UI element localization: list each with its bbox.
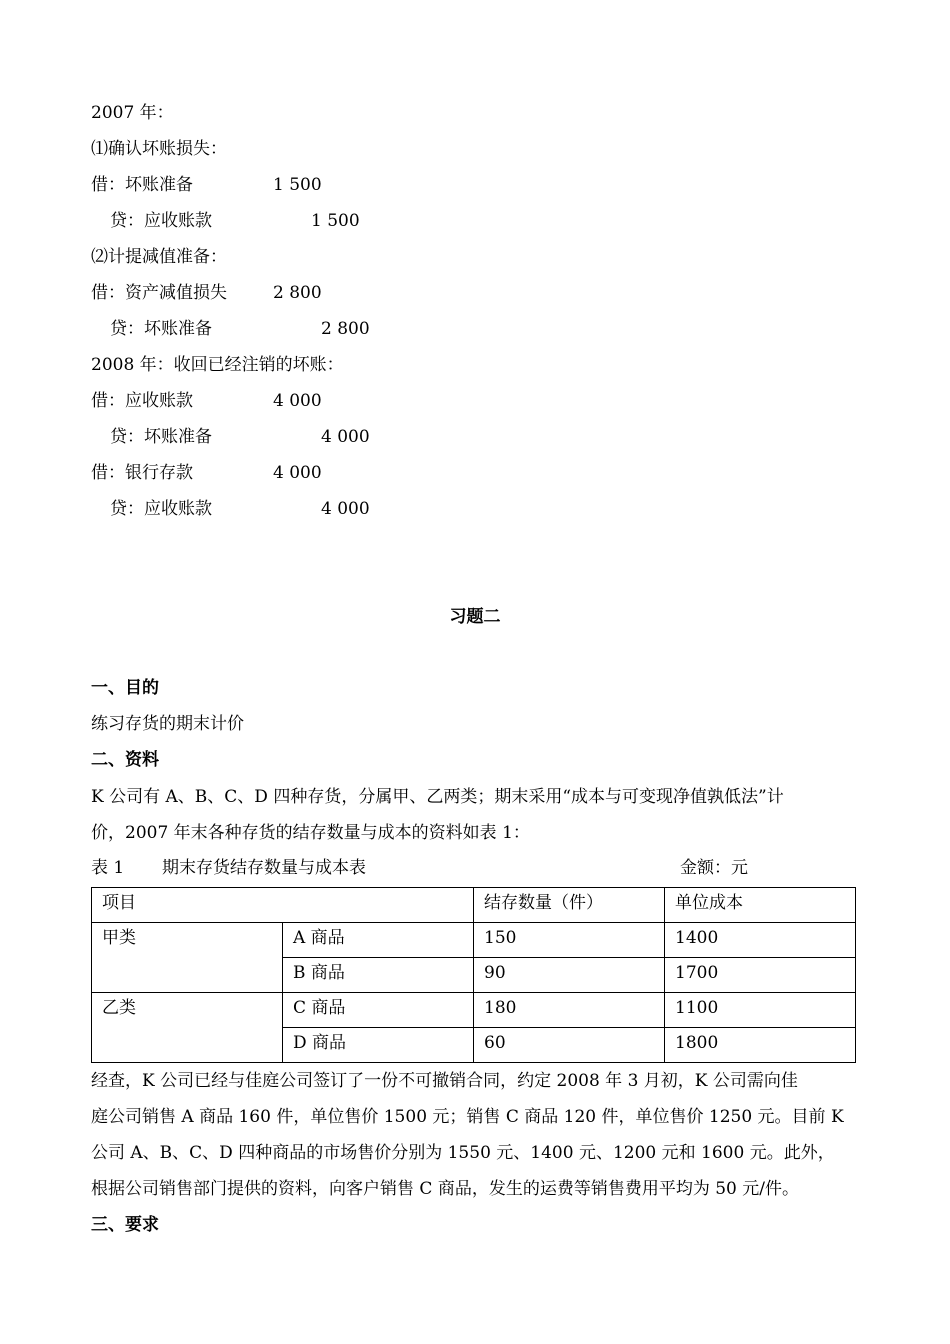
table-row bbox=[92, 923, 856, 958]
paragraph-line: 庭公司销售 A 商品 160 件，单位售价 1500 元；销售 C 商品 120 件，单位售价 1250 元。目前 K bbox=[91, 1107, 844, 1127]
item-cell: C 商品 bbox=[283, 993, 474, 1028]
journal-debit-amount: 4 000 bbox=[273, 391, 322, 411]
journal-debit-amount: 1 500 bbox=[273, 175, 322, 195]
journal-credit-line: 贷：坏账准备 bbox=[110, 427, 212, 447]
year-2007-label: 2007 年： bbox=[91, 103, 174, 123]
category-cell: 乙类 bbox=[92, 993, 283, 1063]
section-2-heading: 二、资料 bbox=[91, 750, 159, 770]
paragraph-line: 经查，K 公司已经与佳庭公司签订了一份不可撤销合同，约定 2008 年 3 月初，K 公司需向佳 bbox=[91, 1071, 798, 1091]
header-quantity: 结存数量（件） bbox=[474, 888, 665, 923]
quantity-cell: 180 bbox=[474, 993, 665, 1028]
journal-credit-amount: 4 000 bbox=[321, 499, 370, 519]
table-header-row bbox=[92, 888, 856, 923]
inventory-table bbox=[91, 887, 856, 1063]
journal-credit-line: 贷：应收账款 bbox=[110, 211, 212, 231]
table-caption-number: 表 1 bbox=[91, 858, 125, 878]
unit-cost-cell: 1700 bbox=[665, 958, 856, 993]
header-unit-cost: 单位成本 bbox=[665, 888, 856, 923]
journal-debit-line: 借：资产减值损失 bbox=[91, 283, 227, 303]
section-1-heading: 一、目的 bbox=[91, 678, 159, 698]
year-2008-label: 2008 年：收回已经注销的坏账： bbox=[91, 355, 344, 375]
category-cell: 甲类 bbox=[92, 923, 283, 993]
header-item: 项目 bbox=[92, 888, 474, 923]
table-caption-title: 期末存货结存数量与成本表 bbox=[162, 858, 366, 878]
journal-debit-amount: 4 000 bbox=[273, 463, 322, 483]
step-1-label: ⑴确认坏账损失： bbox=[91, 139, 227, 159]
paragraph-line: 公司 A、B、C、D 四种商品的市场售价分别为 1550 元、1400 元、1200 元和 1600 元。此外， bbox=[91, 1143, 835, 1163]
journal-debit-line: 借：银行存款 bbox=[91, 463, 193, 483]
exercise-title: 习题二 bbox=[449, 607, 501, 627]
unit-cost-cell: 1100 bbox=[665, 993, 856, 1028]
section-1-body: 练习存货的期末计价 bbox=[91, 714, 244, 734]
unit-cost-cell: 1400 bbox=[665, 923, 856, 958]
journal-debit-amount: 2 800 bbox=[273, 283, 322, 303]
journal-credit-amount: 4 000 bbox=[321, 427, 370, 447]
quantity-cell: 60 bbox=[474, 1028, 665, 1063]
item-cell: A 商品 bbox=[283, 923, 474, 958]
unit-cost-cell: 1800 bbox=[665, 1028, 856, 1063]
journal-debit-line: 借：坏账准备 bbox=[91, 175, 193, 195]
quantity-cell: 150 bbox=[474, 923, 665, 958]
step-2-label: ⑵计提减值准备： bbox=[91, 247, 227, 267]
table-caption-unit: 金额：元 bbox=[680, 858, 748, 878]
item-cell: B 商品 bbox=[283, 958, 474, 993]
journal-debit-line: 借：应收账款 bbox=[91, 391, 193, 411]
table-row bbox=[92, 993, 856, 1028]
journal-credit-amount: 1 500 bbox=[311, 211, 360, 231]
journal-credit-line: 贷：应收账款 bbox=[110, 499, 212, 519]
item-cell: D 商品 bbox=[283, 1028, 474, 1063]
paragraph-line: 根据公司销售部门提供的资料，向客户销售 C 商品，发生的运费等销售费用平均为 50 元/件。 bbox=[91, 1179, 799, 1199]
section-2-intro-line: K 公司有 A、B、C、D 四种存货，分属甲、乙两类；期末采用“成本与可变现净值孰低法”计 bbox=[91, 787, 784, 807]
section-3-heading: 三、要求 bbox=[91, 1215, 159, 1235]
journal-credit-amount: 2 800 bbox=[321, 319, 370, 339]
section-2-intro-line: 价，2007 年末各种存货的结存数量与成本的资料如表 1： bbox=[91, 823, 530, 843]
quantity-cell: 90 bbox=[474, 958, 665, 993]
journal-credit-line: 贷：坏账准备 bbox=[110, 319, 212, 339]
